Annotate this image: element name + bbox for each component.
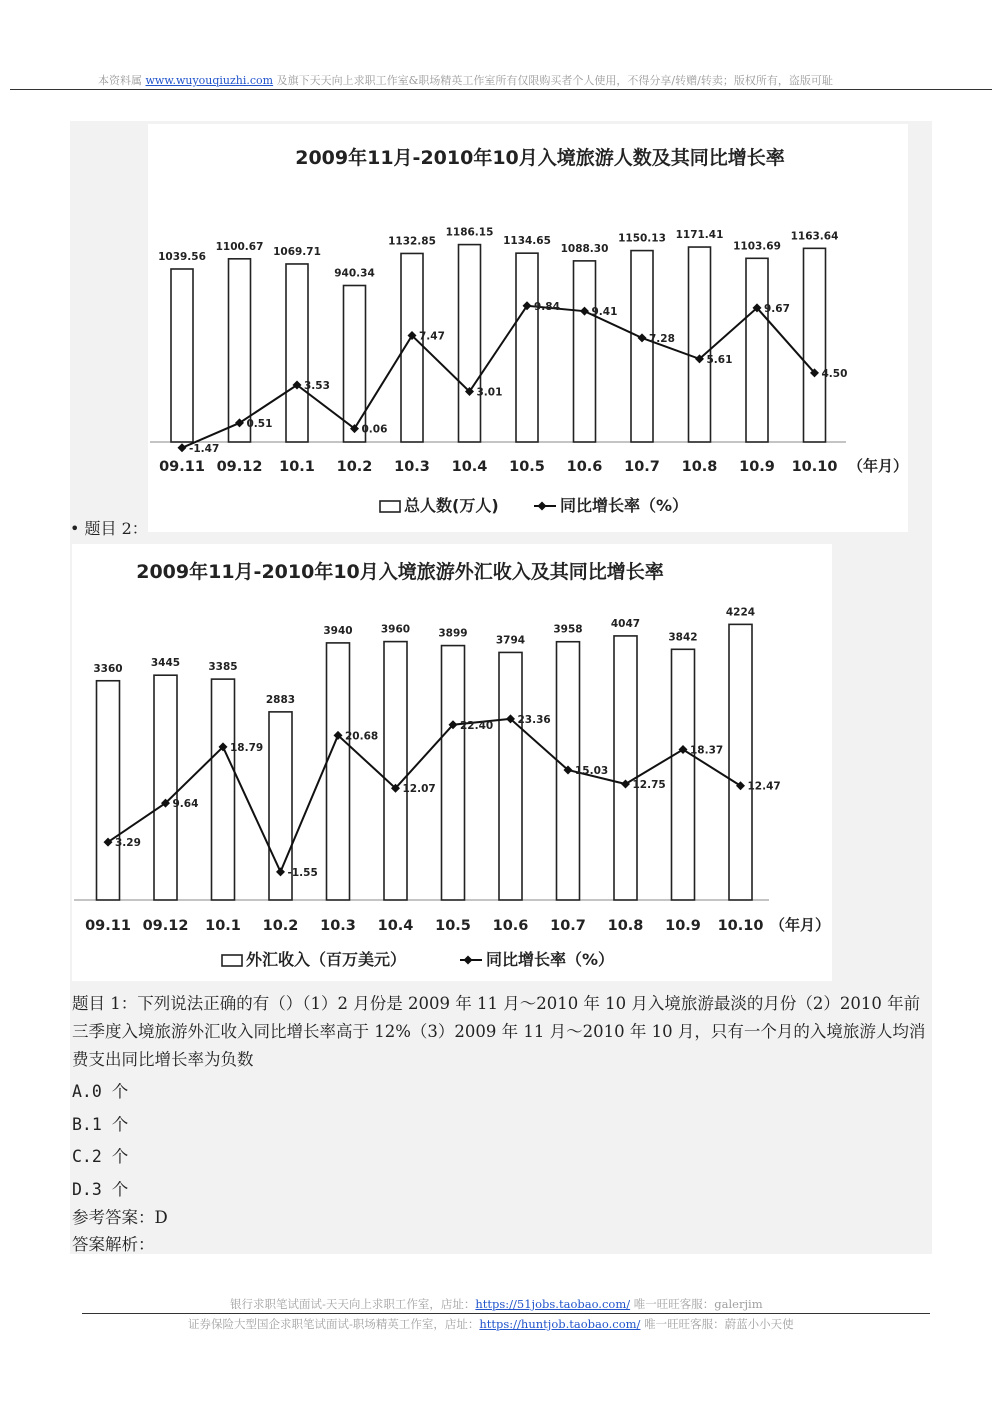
bar	[516, 253, 538, 442]
growth-value-label: 9.84	[534, 300, 560, 313]
legend-bar-label: 外汇收入（百万美元）	[246, 950, 407, 969]
chart-revenue	[72, 544, 832, 981]
chart-tourists-svg	[148, 124, 908, 532]
x-unit-label: （年月）	[848, 457, 908, 475]
growth-value-label: 12.07	[402, 783, 436, 796]
bar	[327, 643, 350, 900]
x-tick-label: 09.11	[159, 459, 205, 475]
legend-line-label: 同比增长率（%）	[560, 496, 689, 515]
legend-line-marker	[538, 502, 547, 511]
growth-point	[178, 443, 187, 452]
bar-value-label: 3360	[93, 662, 123, 675]
growth-value-label: 7.28	[649, 332, 675, 345]
x-tick-label: 10.4	[377, 918, 414, 934]
bar	[384, 642, 407, 900]
bar-value-label: 3960	[380, 623, 411, 636]
footer2-suffix: 唯一旺旺客服：蔚蓝小小天使	[640, 1317, 794, 1331]
bar	[171, 269, 193, 442]
bar	[614, 636, 637, 900]
growth-value-label: 22.40	[460, 719, 494, 732]
bar	[442, 646, 465, 900]
bar	[499, 652, 522, 900]
growth-value-label: 12.75	[632, 779, 666, 792]
bar-value-label: 1088.30	[560, 242, 609, 255]
legend-bar-swatch	[222, 955, 242, 966]
x-tick-label: 10.7	[550, 918, 586, 934]
growth-value-label: 20.68	[345, 730, 379, 743]
growth-line	[108, 719, 741, 872]
growth-value-label: 5.61	[706, 353, 733, 366]
header-divider	[10, 89, 992, 90]
bar-value-label: 1186.15	[445, 226, 494, 239]
bar-value-label: 1103.69	[733, 240, 781, 253]
growth-line	[182, 306, 815, 448]
bar-value-label: 3842	[668, 631, 698, 644]
footer1-prefix: 银行求职笔试面试-天天向上求职工作室，店址：	[230, 1297, 476, 1311]
bar	[672, 649, 695, 900]
header-prefix: 本资料属	[98, 74, 142, 87]
bar-value-label: 4224	[725, 606, 756, 619]
x-tick-label: 10.10	[717, 918, 764, 934]
growth-value-label: 3.53	[304, 380, 330, 393]
bar	[459, 245, 481, 442]
chart-title: 2009年11月-2010年10月入境旅游外汇收入及其同比增长率	[136, 561, 664, 583]
growth-value-label: 15.03	[575, 765, 609, 778]
question2-label: • 题目 2：	[70, 519, 148, 538]
x-tick-label: 10.1	[279, 459, 315, 475]
growth-value-label: -1.55	[287, 866, 318, 879]
x-tick-label: 10.3	[394, 459, 430, 475]
bar	[804, 248, 826, 442]
question-text: 题目 1：下列说法正确的有（）（1）2 月份是 2009 年 11 月～2010 年 10 月入境旅游最淡的月份（2）2010 年前三季度入境旅游外汇收入同比增长率高于 12%（3）2009 年 11 月～2010 年 10 月，只有一个月的入境旅游人均消费支出同比增长率为负数	[72, 994, 926, 1069]
bar	[689, 247, 711, 442]
growth-value-label: 18.37	[690, 744, 724, 757]
growth-value-label: 4.50	[821, 367, 848, 380]
growth-value-label: -1.47	[189, 442, 220, 455]
bar-value-label: 3385	[208, 661, 238, 674]
footer1-link[interactable]: https://51jobs.taobao.com/	[475, 1297, 631, 1311]
bar-value-label: 3958	[553, 623, 583, 636]
option-b: B.1 个	[72, 1115, 129, 1134]
x-tick-label: 10.7	[624, 459, 660, 475]
footer2-link[interactable]: https://huntjob.taobao.com/	[479, 1317, 641, 1331]
x-tick-label: 10.5	[509, 459, 545, 475]
bar	[746, 258, 768, 442]
growth-value-label: 7.47	[419, 330, 445, 343]
growth-value-label: 3.01	[476, 386, 503, 399]
chart-tourists	[148, 124, 908, 532]
growth-value-label: 3.29	[115, 837, 141, 850]
x-tick-label: 10.2	[336, 459, 373, 475]
x-tick-label: 10.2	[262, 918, 299, 934]
bar-value-label: 1171.41	[675, 229, 724, 242]
chart-revenue-svg	[72, 544, 832, 981]
bar-value-label: 940.34	[334, 267, 375, 280]
footer-line-2	[188, 1316, 794, 1332]
x-tick-label: 10.9	[739, 459, 775, 475]
x-tick-label: 10.6	[566, 459, 603, 475]
x-tick-label: 10.8	[681, 459, 718, 475]
growth-value-label: 12.47	[747, 780, 781, 793]
x-tick-label: 10.10	[791, 459, 838, 475]
bar-value-label: 3940	[323, 624, 353, 637]
bar-value-label: 4047	[610, 617, 641, 630]
x-tick-label: 09.12	[216, 459, 263, 475]
bar	[574, 261, 596, 442]
footer-line-1	[230, 1296, 763, 1312]
bar	[212, 679, 235, 900]
bar-value-label: 1100.67	[215, 240, 264, 253]
bar-value-label: 2883	[265, 693, 296, 706]
bar-value-label: 3794	[495, 634, 526, 647]
x-tick-label: 10.4	[451, 459, 488, 475]
bar	[229, 259, 251, 442]
x-tick-label: 10.9	[665, 918, 701, 934]
x-tick-label: 10.6	[492, 918, 529, 934]
legend-line-label: 同比增长率（%）	[486, 950, 615, 969]
x-tick-label: 10.3	[320, 918, 356, 934]
x-tick-label: 10.5	[435, 918, 471, 934]
growth-value-label: 9.64	[172, 798, 199, 811]
option-a: A.0 个	[72, 1082, 129, 1101]
option-c: C.2 个	[72, 1147, 129, 1166]
bar-value-label: 1134.65	[503, 235, 551, 248]
growth-value-label: 18.79	[230, 741, 264, 754]
x-tick-label: 10.1	[205, 918, 241, 934]
bar	[729, 624, 752, 900]
x-unit-label: （年月）	[770, 916, 831, 934]
bar-value-label: 1150.13	[618, 232, 666, 245]
option-d: D.3 个	[72, 1180, 129, 1199]
growth-value-label: 9.41	[591, 306, 618, 319]
x-tick-label: 09.12	[142, 918, 189, 934]
footer2-prefix: 证券保险大型国企求职笔试面试-职场精英工作室，店址：	[188, 1317, 480, 1331]
legend-bar-label: 总人数(万人)	[404, 496, 499, 515]
growth-value-label: 0.51	[246, 417, 273, 430]
x-tick-label: 10.8	[607, 918, 644, 934]
bar-value-label: 1163.64	[790, 230, 839, 243]
x-tick-label: 09.11	[85, 918, 131, 934]
bar	[631, 251, 653, 442]
page-header	[98, 72, 918, 88]
answer: 参考答案：D	[72, 1208, 168, 1227]
bar-value-label: 3445	[150, 657, 181, 670]
bar-value-label: 3899	[438, 627, 468, 640]
growth-value-label: 9.67	[764, 302, 790, 315]
growth-value-label: 23.36	[517, 713, 551, 726]
footer1-suffix: 唯一旺旺客服：galerjim	[630, 1297, 763, 1311]
bar-value-label: 1069.71	[273, 245, 321, 258]
bar	[286, 264, 308, 442]
bar	[344, 286, 366, 442]
bar-value-label: 1039.56	[158, 250, 206, 263]
legend-bar-swatch	[380, 501, 400, 512]
footer-divider	[82, 1313, 930, 1314]
chart-title: 2009年11月-2010年10月入境旅游人数及其同比增长率	[295, 147, 785, 169]
answer-analysis: 答案解析：	[72, 1235, 155, 1254]
growth-value-label: 0.06	[361, 423, 388, 436]
legend-line-marker	[464, 956, 473, 965]
header-suffix: 及旗下天天向上求职工作室&职场精英工作室所有仅限购买者个人使用，不得分享/转赠/转卖；版权所有，盗版可耻	[276, 74, 833, 87]
bar	[154, 675, 177, 900]
bar	[97, 681, 120, 900]
bar-value-label: 1132.85	[388, 235, 436, 248]
header-link[interactable]: www.wuyouqiuzhi.com	[145, 74, 274, 87]
